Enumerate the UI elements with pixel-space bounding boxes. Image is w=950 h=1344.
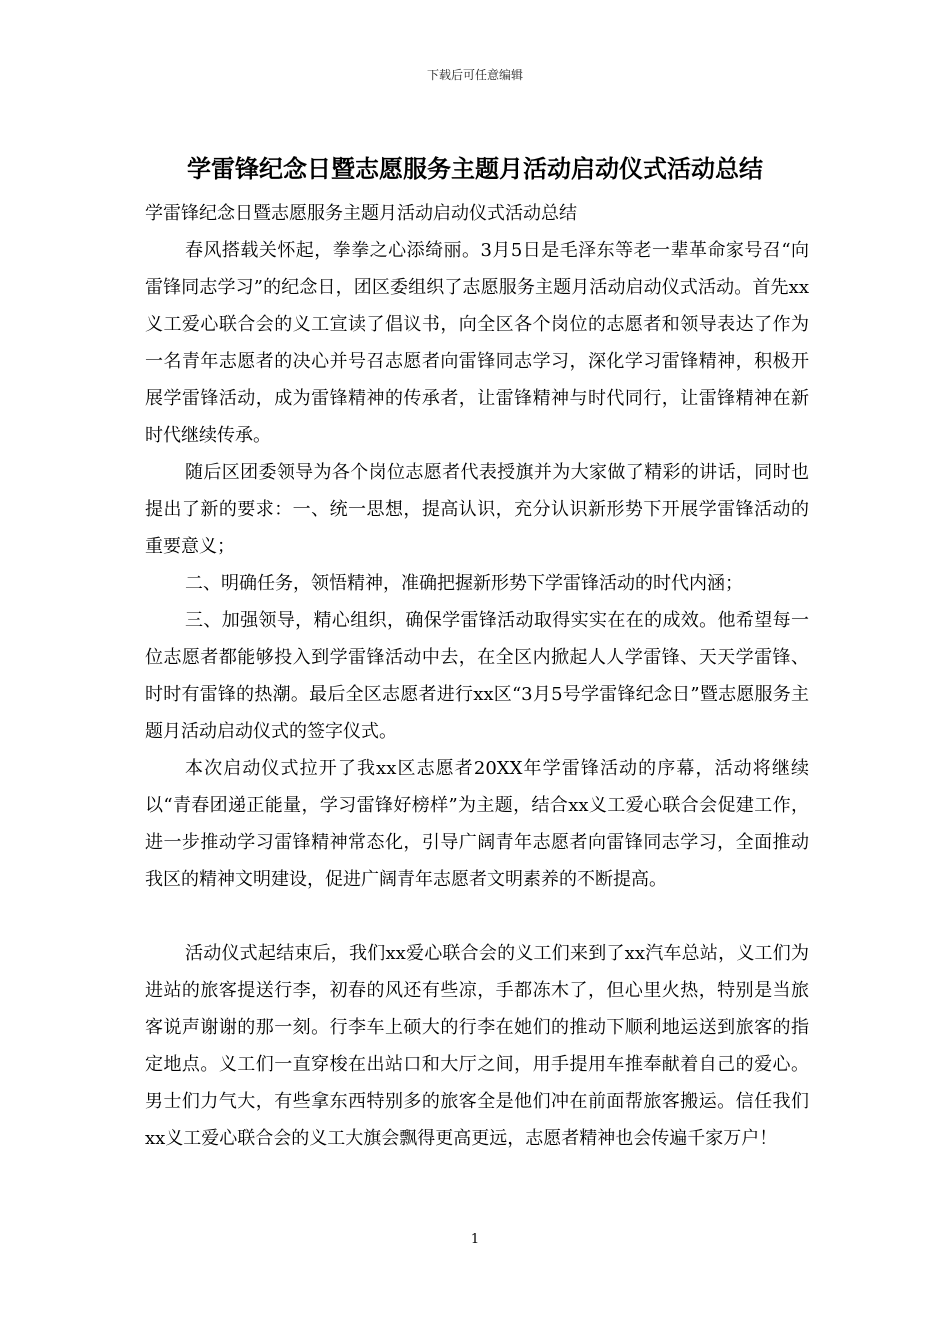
paragraph: 随后区团委领导为各个岗位志愿者代表授旗并为大家做了精彩的讲话，同时也提出了新的要求：一、统一思想，提高认识，充分认识新形势下开展学雷锋活动的重要意义； xyxy=(145,462,809,557)
paragraph: 本次启动仪式拉开了我xx区志愿者20XX年学雷锋活动的序幕，活动将继续以“青春团递正能量，学习雷锋好榜样”为主题，结合xx义工爱心联合会促建工作，进一步推动学习雷锋精神常态化，引导广阔青年志愿者向雷锋同志学习，全面推动我区的精神文明建设，促进广阔青年志愿者文明素养的不断提高。 xyxy=(145,758,809,890)
document-body xyxy=(145,195,809,1157)
paragraph: 二、明确任务，领悟精神，准确把握新形势下学雷锋活动的时代内涵； xyxy=(185,573,743,594)
paragraph: 三、加强领导，精心组织，确保学雷锋活动取得实实在在的成效。他希望每一位志愿者都能够投入到学雷锋活动中去，在全区内掀起人人学雷锋、天天学雷锋、时时有雷锋的热潮。最后全区志愿者进行xx区“3月5号学雷锋纪念日”暨志愿服务主题月活动启动仪式的签字仪式。 xyxy=(145,610,809,742)
document-subtitle: 学雷锋纪念日暨志愿服务主题月活动启动仪式活动总结 xyxy=(145,203,577,224)
paragraph: 活动仪式起结束后，我们xx爱心联合会的义工们来到了xx汽车总站，义工们为进站的旅客提送行李，初春的风还有些凉，手都冻木了，但心里火热，特别是当旅客说声谢谢的那一刻。行李车上硕大的行李在她们的推动下顺利地运送到旅客的指定地点。义工们一直穿梭在出站口和大厅之间，用手提用车推奉献着自己的爱心。男士们力气大，有些拿东西特别多的旅客全是他们冲在前面帮旅客搬运。信任我们xx义工爱心联合会的义工大旗会飘得更高更远，志愿者精神也会传遍千家万户！ xyxy=(145,943,809,1149)
document-title: 学雷锋纪念日暨志愿服务主题月活动启动仪式活动总结 xyxy=(187,155,763,183)
paragraph: 春风搭载关怀起，拳拳之心添绮丽。3月5日是毛泽东等老一辈革命家号召“向雷锋同志学习”的纪念日，团区委组织了志愿服务主题月活动启动仪式活动。首先xx义工爱心联合会的义工宣读了倡议书，向全区各个岗位的志愿者和领导表达了作为一名青年志愿者的决心并号召志愿者向雷锋同志学习，深化学习雷锋精神，积极开展学雷锋活动，成为雷锋精神的传承者，让雷锋精神与时代同行，让雷锋精神在新时代继续传承。 xyxy=(145,240,809,446)
blank-line xyxy=(145,898,809,935)
page-number: 1 xyxy=(470,1232,480,1247)
page-header-note: 下载后可任意编辑 xyxy=(426,68,523,82)
